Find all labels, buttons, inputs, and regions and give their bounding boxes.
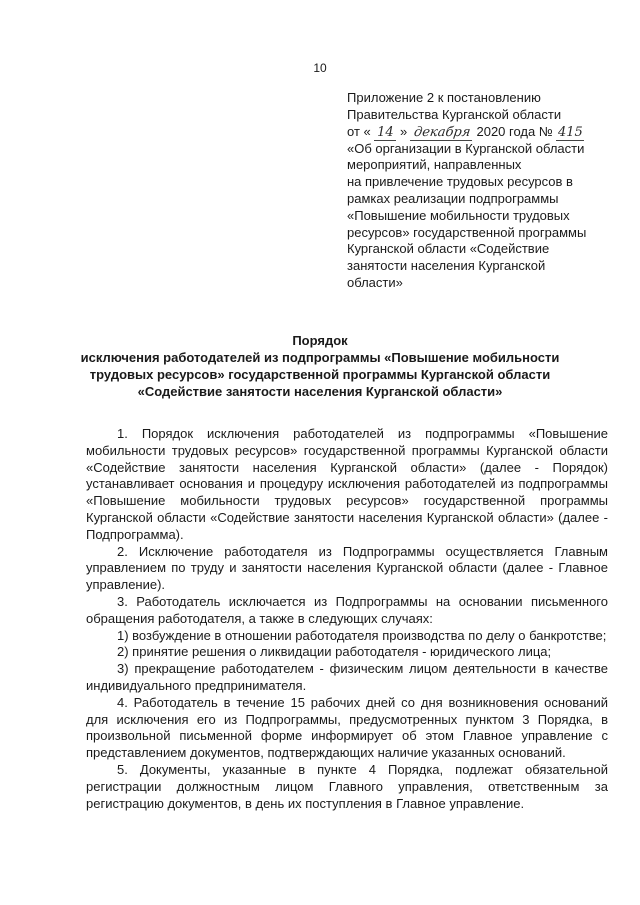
paragraph-2: 2. Исключение работодателя из Подпрограммы осуществляется Главным управлением по труду и занятости населения Курганской области (далее - Главное управление). (86, 543, 608, 593)
appendix-header (347, 90, 617, 292)
date-prefix: от « (347, 123, 371, 139)
appendix-line: «Об организации в Курганской области (347, 140, 585, 156)
appendix-line: Приложение 2 к постановлению (347, 90, 541, 105)
appendix-line: ресурсов» государственной программы (347, 224, 587, 240)
appendix-line: на привлечение трудовых ресурсов в (347, 174, 573, 190)
handwritten-doc-number: 415 (558, 124, 583, 140)
appendix-line: Правительства Курганской области (347, 106, 562, 122)
handwritten-day: 14 (374, 126, 396, 141)
appendix-line: рамках реализации подпрограммы (347, 190, 559, 206)
handwritten-month: декабря (410, 126, 474, 141)
date-mid: » (400, 123, 408, 139)
paragraph-1: 1. Порядок исключения работодателей из подпрограммы «Повышение мобильности трудовых ресурсов» государственной программы Курганской области «Содействие занятости населения Курганской области» (далее - Порядок) устанавливает основания и процедуру исключения работодателей из подпрограммы «Повышение мобильности трудовых ресурсов» государственной программы Курганской области «Содействие занятости населения Курганской области» (далее - Подпрограмма). (86, 426, 608, 542)
paragraph-3: 3. Работодатель исключается из Подпрограммы на основании письменного обращения работодателя, а также в следующих случаях: (86, 593, 608, 626)
paragraph-5: 5. Документы, указанные в пункте 4 Порядка, подлежат обязательной регистрации должностным лицом Главного управления, ответственным за регистрацию документов, в день их поступления в Главное управление. (86, 761, 608, 811)
document-title (40, 332, 600, 400)
paragraph-4: 4. Работодатель в течение 15 рабочих дней со дня возникновения оснований для исключения его из Подпрограммы, предусмотренных пунктом 3 Порядка, в произвольной письменной форме информирует об этом Главное управление с представлением документов, подтверждающих наличие указанных оснований. (86, 694, 608, 761)
appendix-line: занятости населения Курганской (347, 258, 546, 274)
title-line: «Содействие занятости населения Курганской области» (137, 384, 503, 399)
document-body (86, 426, 608, 812)
appendix-line: Курганской области «Содействие (347, 241, 550, 257)
list-item: 2) принятие решения о ликвидации работодателя - юридического лица; (117, 644, 552, 660)
appendix-line: области» (347, 274, 403, 290)
list-item: 1) возбуждение в отношении работодателя производства по делу о банкротстве; (117, 627, 607, 643)
appendix-date-line (347, 124, 617, 141)
title-line: исключения работодателей из подпрограммы «Повышение мобильности (80, 350, 560, 365)
date-year: 2020 года № (476, 123, 553, 139)
appendix-line: мероприятий, направленных (347, 157, 522, 173)
appendix-line: «Повышение мобильности трудовых (347, 207, 570, 223)
list-item: 3) прекращение работодателем - физическим лицом деятельности в качестве индивидуального предпринимателя. (86, 661, 608, 693)
page-number: 10 (313, 61, 327, 75)
title-heading: Порядок (292, 333, 348, 348)
title-line: трудовых ресурсов» государственной программы Курганской области (89, 367, 551, 382)
